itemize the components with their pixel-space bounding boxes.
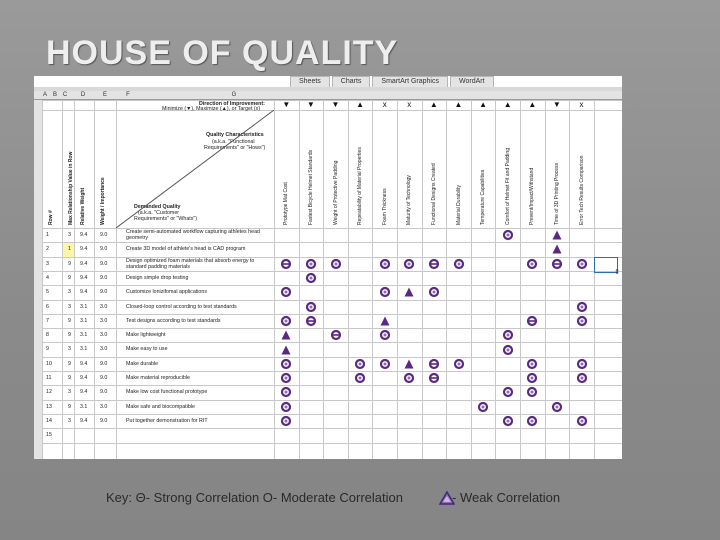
column-letter[interactable]: A bbox=[42, 92, 47, 98]
quality-characteristic-label: Error Tech Results Comparison bbox=[578, 155, 585, 225]
row-value: 9.4 bbox=[80, 260, 88, 267]
undefined bbox=[551, 401, 563, 413]
undefined bbox=[502, 415, 514, 427]
row-value: 3.1 bbox=[80, 403, 88, 410]
undefined bbox=[305, 272, 317, 284]
undefined bbox=[280, 401, 292, 413]
demanded-quality-cell: Create semi-automated workflow capturing athletes head geometry bbox=[126, 229, 260, 241]
row-value: 9.0 bbox=[100, 232, 108, 238]
left-header-label: Max Relationship Value in Row bbox=[68, 151, 74, 225]
row-value: 3 bbox=[68, 303, 71, 310]
row-value: 3.0 bbox=[100, 303, 108, 310]
strong-correlation-icon bbox=[428, 258, 440, 270]
quality-characteristic-label: Repeatability of Material Properties bbox=[357, 147, 364, 225]
row-value: 9.4 bbox=[80, 246, 88, 253]
quality-characteristic-label: Fastest Bicycle Helmet Standards bbox=[307, 149, 314, 225]
row-value: 3 bbox=[68, 389, 71, 396]
undefined bbox=[502, 329, 514, 341]
direction-label: Direction of Improvement: bbox=[199, 101, 265, 107]
grid-vline bbox=[545, 100, 546, 459]
row-value: 9.0 bbox=[100, 274, 108, 281]
direction-symbol: ▼ bbox=[552, 100, 561, 109]
row-value: 9.0 bbox=[100, 246, 108, 253]
weak-correlation-icon bbox=[280, 329, 292, 341]
undefined bbox=[576, 358, 588, 370]
direction-symbol: x bbox=[579, 100, 584, 109]
undefined bbox=[354, 358, 366, 370]
demanded-quality-cell: Make easy to use bbox=[126, 346, 168, 353]
grid-vline bbox=[520, 100, 521, 459]
quality-characteristic-label: Material Durability bbox=[455, 184, 462, 225]
direction-symbol: ▲ bbox=[503, 100, 512, 109]
grid-vline bbox=[397, 100, 398, 459]
grid-vline bbox=[299, 100, 300, 459]
undefined bbox=[379, 329, 391, 341]
demanded-quality-cell: Create 3D model of athlete's head is CAD program bbox=[126, 246, 246, 253]
row-value: 1 bbox=[68, 246, 71, 253]
direction-symbol: ▲ bbox=[528, 100, 537, 109]
left-header-label: Relative Weight bbox=[80, 187, 86, 225]
row-value: 1 bbox=[46, 232, 49, 238]
quality-characteristic-label: Time of 3D Printing Process bbox=[553, 162, 560, 225]
demanded-quality-cell bbox=[126, 432, 272, 445]
row-value: 3.1 bbox=[80, 332, 88, 339]
grid-vline bbox=[62, 100, 63, 459]
undefined bbox=[379, 286, 391, 298]
row-value: 9.4 bbox=[80, 360, 88, 367]
ribbon-tab-0[interactable]: Sheets bbox=[290, 76, 330, 87]
row-value: 9.4 bbox=[80, 289, 88, 296]
grid-vline bbox=[348, 100, 349, 459]
direction-symbol: x bbox=[407, 100, 412, 109]
row-value: 13 bbox=[46, 403, 52, 410]
row-value: 8 bbox=[46, 332, 49, 339]
strong-correlation-icon bbox=[428, 372, 440, 384]
undefined bbox=[453, 258, 465, 270]
direction-symbol: ▼ bbox=[331, 100, 340, 109]
row-value: 9.4 bbox=[80, 375, 88, 381]
row-value: 9.4 bbox=[80, 274, 88, 281]
demanded-quality-cell: Test designs according to test standards bbox=[126, 317, 221, 324]
quality-characteristics-label: Quality Characteristics bbox=[206, 132, 264, 138]
strong-correlation-icon bbox=[428, 358, 440, 370]
undefined bbox=[428, 286, 440, 298]
left-header-label: Weight / Importance bbox=[100, 177, 106, 225]
quality-characteristic-label: Foam Thickness bbox=[381, 188, 388, 225]
demanded-quality-cell: Make safe and biocompatible bbox=[126, 403, 195, 410]
undefined bbox=[453, 358, 465, 370]
weak-correlation-icon bbox=[551, 243, 563, 255]
quality-characteristic-label: Maturity of Technology bbox=[406, 175, 413, 225]
direction-symbol: ▲ bbox=[454, 100, 463, 109]
row-value: 6 bbox=[46, 303, 49, 310]
quality-characteristics-sub: Requirements" or "Hows") bbox=[204, 145, 266, 151]
row-value: 9.4 bbox=[80, 389, 88, 396]
undefined bbox=[526, 358, 538, 370]
undefined bbox=[305, 301, 317, 313]
slide-title: HOUSE OF QUALITY bbox=[46, 34, 399, 72]
grid-vline bbox=[323, 100, 324, 459]
column-header-bar bbox=[34, 91, 622, 100]
undefined bbox=[280, 315, 292, 327]
row-value: 11 bbox=[46, 375, 52, 381]
row-value: 9 bbox=[68, 332, 71, 339]
undefined bbox=[305, 258, 317, 270]
row-value: 3.0 bbox=[100, 346, 108, 353]
spreadsheet-screenshot bbox=[34, 76, 622, 459]
undefined bbox=[330, 258, 342, 270]
strong-correlation-icon bbox=[280, 258, 292, 270]
column-letter[interactable]: D bbox=[80, 92, 86, 98]
grid-vline bbox=[42, 100, 43, 459]
demanded-quality-cell: Put together demonstration for RIT bbox=[126, 417, 208, 424]
quality-characteristic-label: Weight of Protective Padding bbox=[332, 160, 339, 225]
undefined bbox=[379, 358, 391, 370]
undefined bbox=[280, 415, 292, 427]
direction-symbol: ▼ bbox=[282, 100, 291, 109]
direction-sub: Minimize (▼), Maximize (▲), or Target (x) bbox=[162, 106, 261, 112]
demanded-quality-sub: (a.k.a. "Customer bbox=[138, 210, 180, 216]
undefined bbox=[280, 358, 292, 370]
undefined bbox=[477, 401, 489, 413]
row-value: 9.0 bbox=[100, 289, 108, 296]
undefined bbox=[354, 372, 366, 384]
demanded-quality-cell: Closed-loop control according to test standards bbox=[126, 303, 237, 310]
undefined bbox=[576, 301, 588, 313]
row-value: 9 bbox=[68, 360, 71, 367]
direction-symbol: x bbox=[382, 100, 387, 109]
demanded-quality-label: Demanded Quality bbox=[134, 204, 181, 210]
ribbon-tab-1[interactable]: Charts bbox=[332, 76, 371, 87]
undefined bbox=[280, 386, 292, 398]
column-letter[interactable]: E bbox=[102, 92, 107, 98]
row-value: 9.4 bbox=[80, 417, 88, 424]
undefined bbox=[526, 258, 538, 270]
ribbon-tab-2[interactable]: SmartArt Graphics bbox=[372, 76, 448, 87]
demanded-quality-cell: Design optimized foam materials that absorb energy to standard padding materials bbox=[126, 257, 255, 270]
undefined bbox=[526, 372, 538, 384]
row-value: 9 bbox=[46, 346, 49, 353]
row-value: 9 bbox=[68, 274, 71, 281]
grid-vline bbox=[594, 100, 595, 459]
direction-symbol: ▲ bbox=[479, 100, 488, 109]
row-value: 12 bbox=[46, 389, 52, 396]
column-letter[interactable]: F bbox=[126, 92, 130, 98]
row-value: 7 bbox=[46, 317, 49, 324]
column-letter[interactable]: C bbox=[62, 92, 68, 98]
row-value: 3 bbox=[46, 260, 49, 267]
key-legend: Key: Θ- Strong Correlation O- Moderate Correlation bbox=[106, 490, 403, 505]
weak-correlation-icon bbox=[551, 229, 563, 241]
row-value: 9.0 bbox=[100, 260, 108, 267]
undefined bbox=[526, 386, 538, 398]
row-value: 9.0 bbox=[100, 389, 108, 396]
house-of-quality-grid bbox=[34, 100, 622, 459]
direction-symbol: ▲ bbox=[356, 100, 365, 109]
grid-vline bbox=[495, 100, 496, 459]
weak-correlation-icon bbox=[280, 344, 292, 356]
row-value: 3.1 bbox=[80, 303, 88, 310]
left-header-label: Row # bbox=[48, 210, 54, 225]
undefined bbox=[576, 315, 588, 327]
grid-vline bbox=[274, 100, 275, 459]
direction-symbol: ▲ bbox=[429, 100, 438, 109]
undefined bbox=[502, 386, 514, 398]
grid-vline bbox=[372, 100, 373, 459]
demanded-quality-cell: Design simple drop testing bbox=[126, 274, 189, 281]
row-value: 3 bbox=[68, 289, 71, 296]
undefined bbox=[280, 372, 292, 384]
demanded-quality-cell: Customize lonizifomal applications bbox=[126, 289, 207, 296]
weak-correlation-icon bbox=[403, 286, 415, 298]
grid-vline bbox=[569, 100, 570, 459]
column-letter[interactable]: G bbox=[231, 92, 237, 98]
row-value: 3.0 bbox=[100, 317, 108, 324]
row-value: 3 bbox=[68, 346, 71, 353]
row-value: 9.0 bbox=[100, 417, 108, 424]
quality-characteristics-sub: (a.k.a. "Functional bbox=[212, 139, 255, 145]
row-value: 5 bbox=[46, 289, 49, 296]
undefined bbox=[280, 286, 292, 298]
row-value: 3.1 bbox=[80, 317, 88, 324]
row-value: 9 bbox=[68, 403, 71, 410]
header-diagonal bbox=[116, 110, 274, 228]
quality-characteristic-label: Temperature Capabilities bbox=[480, 169, 487, 225]
grid-vline bbox=[74, 100, 75, 459]
row-value: 9 bbox=[68, 375, 71, 381]
demanded-quality-cell: Make material reproducible bbox=[126, 375, 190, 381]
grid-vline bbox=[446, 100, 447, 459]
column-letter[interactable]: B bbox=[52, 92, 57, 98]
ribbon-tabs bbox=[290, 76, 496, 87]
row-value: 3.0 bbox=[100, 403, 108, 410]
row-value: 2 bbox=[46, 246, 49, 253]
undefined bbox=[403, 258, 415, 270]
weak-correlation-icon bbox=[379, 315, 391, 327]
grid-vline bbox=[422, 100, 423, 459]
undefined bbox=[576, 415, 588, 427]
row-value: 3 bbox=[68, 232, 71, 238]
ribbon-tab-3[interactable]: WordArt bbox=[450, 76, 494, 87]
strong-correlation-icon bbox=[330, 329, 342, 341]
row-value: 3.0 bbox=[100, 332, 108, 339]
undefined bbox=[403, 372, 415, 384]
undefined bbox=[576, 372, 588, 384]
undefined bbox=[502, 229, 514, 241]
row-value: 3.1 bbox=[80, 346, 88, 353]
row-value: 9 bbox=[68, 260, 71, 267]
row-value: 10 bbox=[46, 360, 52, 367]
demanded-quality-cell: Make low cost functional prototype bbox=[126, 389, 208, 396]
grid-vline bbox=[471, 100, 472, 459]
row-value: 9 bbox=[68, 317, 71, 324]
strong-correlation-icon bbox=[305, 315, 317, 327]
row-value: 9.4 bbox=[80, 232, 88, 238]
row-value: 15 bbox=[46, 432, 52, 439]
grid-vline bbox=[94, 100, 95, 459]
strong-correlation-icon bbox=[551, 258, 563, 270]
undefined bbox=[526, 415, 538, 427]
row-value: 3 bbox=[68, 417, 71, 424]
quality-characteristic-label: Prevent/Impact/Withstand bbox=[529, 167, 536, 225]
quality-characteristic-label: Comfort of Helmet Fit and Padding bbox=[504, 148, 511, 225]
demanded-quality-cell: Make durable bbox=[126, 360, 159, 367]
grid-hline bbox=[42, 271, 622, 272]
row-value: 4 bbox=[46, 274, 49, 281]
quality-characteristic-label: Prototype Mat Cost bbox=[283, 182, 290, 225]
demanded-quality-cell: Make lightweight bbox=[126, 332, 166, 339]
direction-symbol: ▼ bbox=[306, 100, 315, 109]
quality-characteristic-label: Functional Designs Created bbox=[430, 163, 437, 225]
key-legend-weak: - Weak Correlation bbox=[452, 490, 561, 505]
weak-correlation-icon bbox=[403, 358, 415, 370]
grid-hline bbox=[42, 242, 622, 243]
undefined bbox=[379, 258, 391, 270]
scroll-arrows-icon[interactable]: ⇕ bbox=[614, 269, 620, 276]
row-value: 9.0 bbox=[100, 360, 108, 367]
row-value: 14 bbox=[46, 417, 52, 424]
undefined bbox=[576, 258, 588, 270]
undefined bbox=[502, 344, 514, 356]
strong-correlation-icon bbox=[526, 315, 538, 327]
demanded-quality-sub: Requirements" or "Whats") bbox=[134, 216, 198, 222]
row-value: 9.0 bbox=[100, 375, 108, 381]
